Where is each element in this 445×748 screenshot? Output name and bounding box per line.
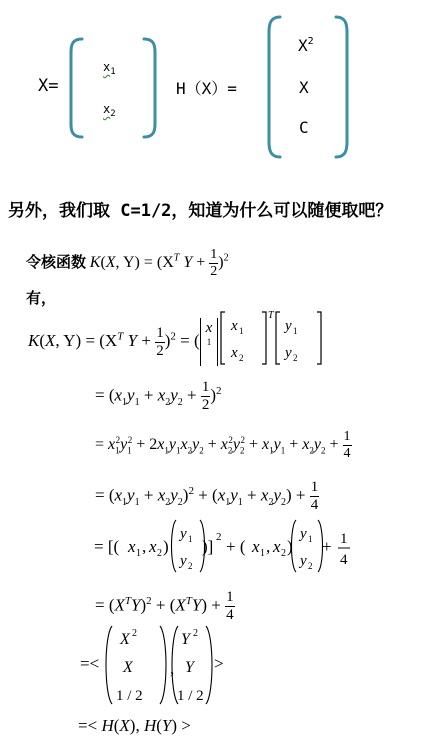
derivation-line-8: =< H(X), H(Y) > (78, 716, 191, 735)
derivation-line-4: = $(x_1y_1 + x_2y_2)^2 + (x_1y_1 + x_2y_2)$ + $\frac{1}{4}$ (95, 479, 319, 513)
svg-text:1: 1 (260, 548, 265, 559)
svg-text:1: 1 (308, 534, 313, 544)
svg-text:1: 1 (188, 534, 193, 544)
svg-text:y: y (180, 526, 187, 542)
x1-entry: $x_1$ (103, 60, 116, 77)
svg-text:,: , (142, 537, 147, 556)
svg-text:1: 1 (239, 326, 244, 336)
svg-text:2: 2 (293, 353, 298, 363)
svg-text:+: + (322, 537, 332, 556)
svg-text:y: y (285, 318, 292, 334)
svg-text:x: x (231, 318, 238, 334)
svg-text:4: 4 (340, 552, 348, 568)
svg-text:2: 2 (216, 531, 222, 543)
svg-text:2: 2 (193, 628, 198, 639)
x2-entry: $x_2$ (103, 102, 116, 119)
svg-text:)]: )] (202, 537, 214, 556)
have-label: 有， (26, 289, 57, 307)
h-label: H（X）= (176, 79, 237, 98)
svg-text:2: 2 (157, 548, 162, 559)
h-entry-3: C (299, 118, 309, 137)
svg-text:1: 1 (340, 531, 348, 547)
svg-text:=<: =< (80, 654, 100, 673)
svg-text:1: 1 (136, 548, 141, 559)
svg-text:X: X (123, 659, 133, 676)
derivation-line-6: = $(X^TY)^2 + (X^TY)$ + $\frac{1}{4}$ (95, 589, 234, 623)
kernel-intro-prefix: 令核函数 (26, 253, 87, 272)
svg-text:y: y (300, 553, 307, 569)
svg-text:y: y (285, 345, 292, 361)
svg-text:,: , (170, 659, 175, 678)
svg-text:y: y (180, 553, 187, 569)
h-entry-1: $X^2$ (298, 36, 314, 55)
svg-text:y: y (300, 526, 307, 542)
kernel-intro-formula-render: K(X, $Y) = (X^T$ Y + $\frac{1}{2}$ )$^2$ (89, 247, 229, 279)
svg-text:x: x (128, 537, 136, 556)
svg-text:Y: Y (185, 659, 194, 676)
svg-text:): ) (163, 537, 169, 556)
line1-matrices (218, 308, 353, 368)
derivation-line-7 (78, 622, 228, 708)
svg-text:1 / 2: 1 / 2 (177, 688, 204, 704)
derivation-line-1: K(X, $Y) = (X^T$ Y + $\frac{1}{2}$ )$^2$ = ( x 1 (28, 318, 218, 366)
svg-text:x: x (149, 537, 157, 556)
svg-text:x: x (252, 537, 260, 556)
svg-text:1 / 2: 1 / 2 (116, 688, 143, 704)
note-text: 另外，我们取 C=1/2，知道为什么可以随便取吧？ (8, 201, 393, 221)
svg-text:T: T (268, 310, 274, 321)
svg-text:2: 2 (132, 628, 137, 639)
derivation-line-2: = ($x_1y_1 + x_2y_2$ + $\frac{1}{2}$ )$^2$ (95, 379, 222, 413)
derivation-line-3: = $x_1^2y_1^2 + 2x_1y_1x_2y_2 + x_2^2y_2^2 + x_1y_1 + x_2y_2$ + $\frac{1}{4}$ (95, 429, 351, 461)
x-label: X= (38, 76, 59, 96)
svg-text:): ) (287, 537, 293, 556)
h-entry-2: X (299, 78, 309, 97)
svg-text:1: 1 (293, 326, 298, 336)
svg-text:2: 2 (281, 548, 286, 559)
svg-text:2: 2 (239, 353, 244, 363)
svg-text:X: X (120, 631, 130, 648)
svg-text:x: x (273, 537, 281, 556)
x-vector-brackets (68, 36, 158, 140)
svg-text:2: 2 (188, 561, 193, 571)
svg-text:x: x (231, 345, 238, 361)
svg-text:+ (: + ( (226, 537, 246, 556)
kernel-intro (26, 248, 229, 279)
svg-text:Y: Y (181, 631, 190, 648)
derivation-line-5 (92, 516, 362, 576)
svg-text:>: > (214, 654, 224, 673)
svg-text:2: 2 (308, 561, 313, 571)
svg-text:,: , (266, 537, 271, 556)
svg-text:= [(: = [( (94, 537, 120, 556)
